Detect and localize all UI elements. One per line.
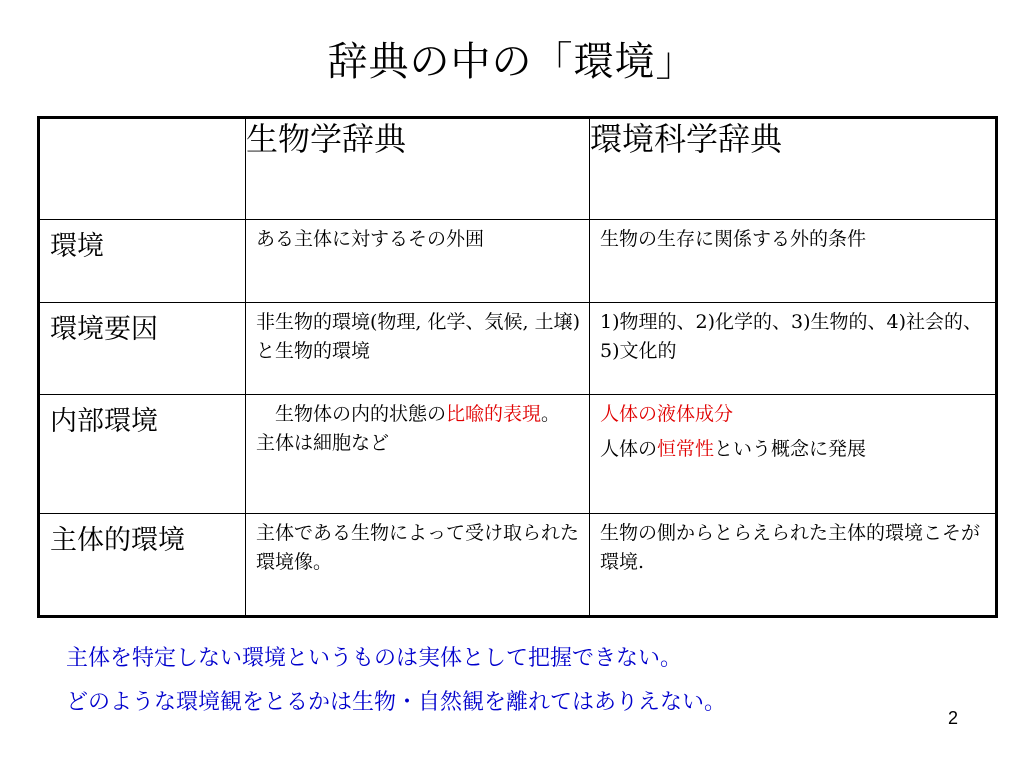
table-row [39, 395, 997, 514]
dictionary-comparison-table [37, 116, 998, 618]
cell-biology-environmental-factors: 非生物的環境(物理, 化学、気候, 土壌)と生物的環境 [246, 303, 590, 395]
envsci-internal-text-2: という概念に発展 [714, 438, 867, 460]
envsci-internal-text-1: 人体の [600, 438, 658, 460]
envsci-internal-line-1: 人体の液体成分 [600, 403, 734, 425]
bio-internal-text-1: 生物体の内的状態の [256, 403, 447, 425]
table-row [39, 220, 997, 303]
row-label-subjective-environment: 主体的環境 [39, 514, 246, 617]
table-row [39, 303, 997, 395]
envsci-internal-highlight: 恒常性 [657, 438, 715, 460]
table-row [39, 514, 997, 617]
bio-internal-highlight: 比喩的表現 [446, 403, 542, 425]
header-environmental-science-dictionary: 環境科学辞典 [590, 118, 997, 220]
cell-envsci-environmental-factors: 1)物理的、2)化学的、3)生物的、4)社会的、5)文化的 [590, 303, 997, 395]
footer-note-line-1: 主体を特定しない環境というものは実体として把握できない。 [66, 646, 683, 671]
slide-title: 辞典の中の「環境」 [327, 39, 697, 85]
row-label-internal-environment: 内部環境 [39, 395, 246, 514]
row-label-environmental-factors: 環境要因 [39, 303, 246, 395]
cell-envsci-subjective-environment: 生物の側からとらえられた主体的環境こそが環境. [590, 514, 997, 617]
table-header-row [39, 118, 997, 220]
footer-note-line-2: どのような環境観をとるかは生物・自然観を離れてはありえない。 [66, 690, 727, 715]
cell-biology-environment: ある主体に対するその外囲 [246, 220, 590, 303]
cell-envsci-internal-environment [590, 395, 997, 514]
cell-biology-subjective-environment: 主体である生物によって受け取られた環境像。 [246, 514, 590, 617]
page-number: 2 [948, 708, 959, 728]
row-label-environment: 環境 [39, 220, 246, 303]
cell-envsci-environment: 生物の生存に関係する外的条件 [590, 220, 997, 303]
bio-internal-text-2: 。 主体は細胞など [256, 403, 561, 454]
envsci-internal-line-2 [600, 435, 987, 464]
cell-biology-internal-environment [246, 395, 590, 514]
header-empty-cell [39, 118, 246, 220]
header-biology-dictionary: 生物学辞典 [246, 118, 590, 220]
